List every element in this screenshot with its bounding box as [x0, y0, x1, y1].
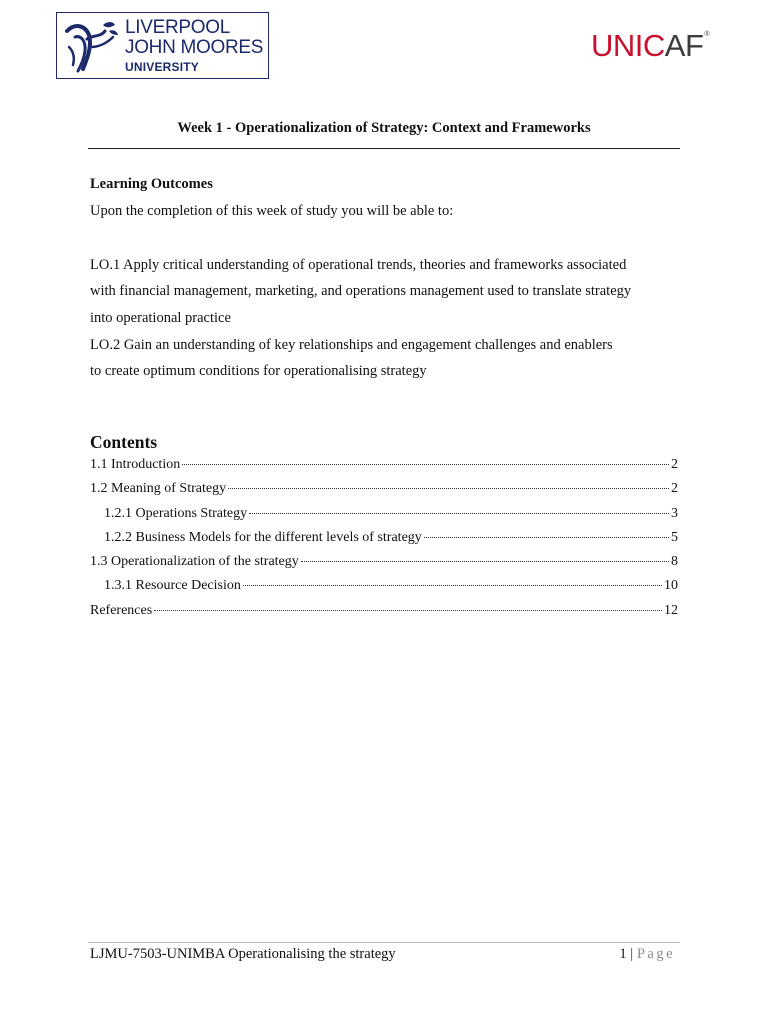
toc-leader-dots — [243, 571, 662, 586]
ljmu-line1: LIVERPOOL — [125, 17, 231, 38]
toc-entry-label: 1.2.1 Operations Strategy — [104, 506, 248, 521]
toc-leader-dots — [182, 450, 669, 465]
unicaf-logo-part1: UNI — [591, 28, 643, 63]
ljmu-logo — [56, 12, 269, 79]
learning-outcome-line: with financial management, marketing, and operations management used to translate strategy — [90, 283, 632, 299]
footer-separator: | — [630, 946, 634, 962]
toc-leader-dots — [249, 499, 669, 514]
unicaf-logo-part2: C — [642, 28, 665, 63]
footer-divider — [88, 942, 680, 943]
toc-entry-label: 1.3.1 Resource Decision — [104, 578, 241, 593]
learning-outcomes-intro: Upon the completion of this week of study you will be able to: — [90, 203, 454, 219]
learning-outcome-line: LO.1 Apply critical understanding of operational trends, theories and frameworks associated — [90, 257, 627, 273]
toc-entry-label: 1.2 Meaning of Strategy — [90, 481, 227, 496]
registered-mark: ® — [704, 31, 710, 38]
toc-entry-page: 5 — [671, 530, 678, 545]
document-title: Week 1 - Operationalization of Strategy: Context and Frameworks — [177, 120, 591, 136]
toc-leader-dots — [154, 596, 662, 611]
toc-entry-page: 12 — [664, 603, 678, 618]
toc-entry-page: 2 — [671, 481, 678, 496]
toc-entry-meaning-of-strategy[interactable] — [90, 477, 678, 499]
learning-outcome-line: to create optimum conditions for operationalising strategy — [90, 363, 427, 379]
ljmu-line2: JOHN MOORES — [125, 37, 264, 58]
toc-entry-introduction[interactable] — [90, 453, 678, 475]
toc-entry-business-models[interactable] — [104, 526, 678, 548]
toc-entry-label: 1.3 Operationalization of the strategy — [90, 554, 299, 569]
toc-leader-dots — [424, 523, 669, 538]
unicaf-logo — [591, 26, 709, 66]
footer-page-indicator — [619, 944, 675, 964]
unicaf-logo-part3: AF — [664, 28, 704, 63]
footer-page-word: Page — [636, 946, 675, 962]
footer-course-code: LJMU-7503-UNIMBA Operationalising the strategy — [90, 946, 396, 962]
toc-entry-page: 2 — [671, 457, 678, 472]
learning-outcome-line: into operational practice — [90, 310, 231, 326]
toc-leader-dots — [301, 547, 669, 562]
ljmu-line3: UNIVERSITY — [125, 60, 200, 74]
learning-outcome-line: LO.2 Gain an understanding of key relationships and engagement challenges and enablers — [90, 337, 613, 353]
toc-entry-operations-strategy[interactable] — [104, 502, 678, 524]
toc-entry-label: 1.1 Introduction — [90, 457, 181, 472]
toc-leader-dots — [228, 474, 669, 489]
footer-page-number: 1 — [619, 946, 627, 962]
toc-entry-references[interactable] — [90, 599, 678, 621]
title-divider — [88, 148, 680, 149]
toc-entry-label: 1.2.2 Business Models for the different levels of strategy — [104, 530, 422, 545]
toc-entry-operationalization[interactable] — [90, 550, 678, 572]
contents-heading: Contents — [90, 432, 158, 452]
ljmu-wordmark — [125, 18, 263, 75]
toc-entry-page: 8 — [671, 554, 678, 569]
toc-entry-page: 10 — [664, 578, 678, 593]
learning-outcomes-heading: Learning Outcomes — [90, 176, 213, 192]
toc-entry-resource-decision[interactable] — [104, 574, 678, 596]
liver-bird-icon — [61, 17, 121, 75]
toc-entry-label: References — [90, 603, 153, 618]
toc-entry-page: 3 — [671, 506, 678, 521]
